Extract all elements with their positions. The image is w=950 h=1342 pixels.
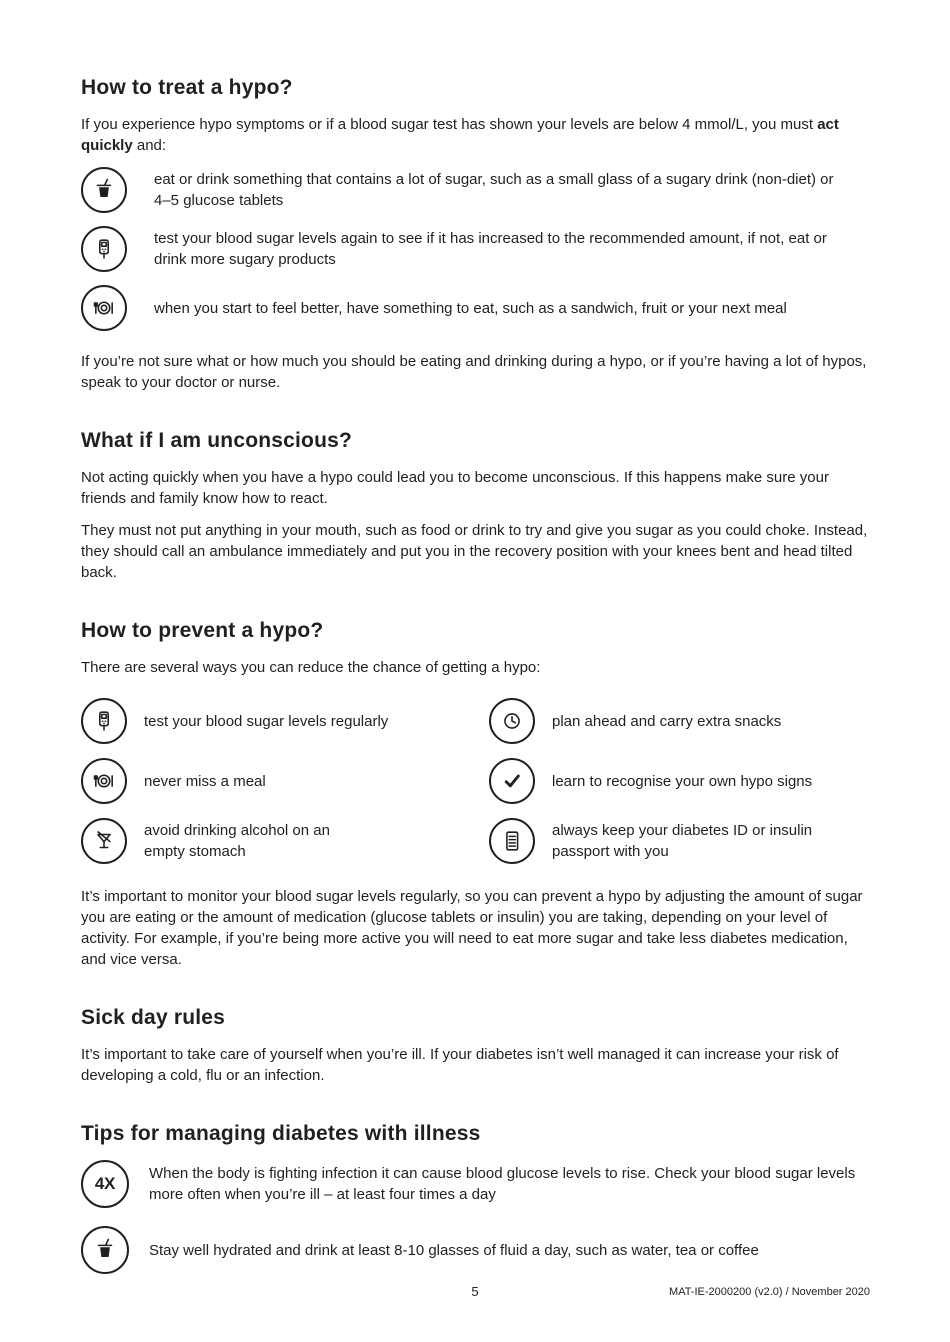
four-times-badge bbox=[81, 1160, 129, 1208]
prevent-item-text: always keep your diabetes ID or insulin passport with you bbox=[552, 822, 813, 860]
treat-item-drink bbox=[81, 167, 870, 213]
page-footer bbox=[0, 1284, 950, 1300]
id-document-icon bbox=[489, 818, 535, 864]
tips-item-text: When the body is fighting infection it can cause blood glucose levels to rise. Check your blood sugar levels more often when you’re ill – at least four times a day bbox=[149, 1165, 856, 1203]
prevent-item-meal bbox=[81, 758, 489, 804]
no-alcohol-icon bbox=[81, 818, 127, 864]
page-number: 5 bbox=[471, 1284, 479, 1299]
treat-intro-part2: and: bbox=[132, 137, 167, 154]
treat-item-test bbox=[81, 226, 870, 272]
tips-item-text: Stay well hydrated and drink at least 8-10 glasses of fluid a day, such as water, tea or coffee bbox=[149, 1241, 759, 1259]
prevent-item-text: avoid drinking alcohol on an empty stomach bbox=[144, 822, 330, 860]
treat-heading: How to treat a hypo? bbox=[81, 76, 293, 99]
document-code: MAT-IE-2000200 (v2.0) / November 2020 bbox=[669, 1286, 870, 1298]
meal-plate-icon bbox=[81, 285, 127, 331]
prevent-item-plan bbox=[489, 698, 870, 744]
treat-item-text: test your blood sugar levels again to see if it has increased to the recommended amount, if not, eat or drink more sugary products bbox=[154, 230, 827, 268]
prevent-item-text: learn to recognise your own hypo signs bbox=[552, 772, 813, 790]
clock-icon bbox=[489, 698, 535, 744]
tips-item-hydrate bbox=[81, 1226, 870, 1274]
unconscious-heading: What if I am unconscious? bbox=[81, 429, 353, 452]
prevent-item-text: test your blood sugar levels regularly bbox=[144, 712, 389, 730]
unconscious-para1: Not acting quickly when you have a hypo could lead you to become unconscious. If this happens make sure your friends and family know how to react. bbox=[81, 469, 829, 507]
sick-day-para: It’s important to take care of yourself when you’re ill. If your diabetes isn’t well managed it can increase your risk of developing a cold, flu or an infection. bbox=[81, 1046, 839, 1084]
tips-item-check-often bbox=[81, 1160, 870, 1208]
glucose-meter-icon bbox=[81, 698, 127, 744]
prevent-outro: It’s important to monitor your blood sugar levels regularly, so you can prevent a hypo by adjusting the amount of sugar you are eating or the amount of medication (glucose tablets or insulin) you are taking, depending on your level of activity. For example, if you’re being more active you will need to eat more sugar and take less diabetes medication, and vice versa. bbox=[81, 888, 863, 968]
treat-intro-bold: act quickly bbox=[81, 116, 839, 154]
prevent-item-id bbox=[489, 818, 870, 864]
prevent-intro: There are several ways you can reduce the chance of getting a hypo: bbox=[81, 659, 541, 676]
prevent-item-test bbox=[81, 698, 489, 744]
treat-intro bbox=[81, 114, 870, 156]
meal-plate-icon bbox=[81, 758, 127, 804]
treat-item-meal bbox=[81, 285, 870, 331]
unconscious-para2: They must not put anything in your mouth, such as food or drink to try and give you sugar as you could choke. Instead, they should call an ambulance immediately and put you in the recovery position with your knees bent and head tilted back. bbox=[81, 522, 868, 581]
prevent-item-alcohol bbox=[81, 818, 489, 864]
treat-outro: If you’re not sure what or how much you should be eating and drinking during a hypo, or if you’re having a lot of hypos, speak to your doctor or nurse. bbox=[81, 353, 867, 391]
treat-intro-part1: If you experience hypo symptoms or if a blood sugar test has shown your levels are below 4 mmol/L, you must bbox=[81, 116, 818, 133]
treat-item-text: eat or drink something that contains a lot of sugar, such as a small glass of a sugary drink (non-diet) or 4–5 glucose tablets bbox=[154, 171, 834, 209]
tips-heading: Tips for managing diabetes with illness bbox=[81, 1122, 481, 1145]
sick-day-heading: Sick day rules bbox=[81, 1006, 226, 1029]
prevent-item-text: plan ahead and carry extra snacks bbox=[552, 712, 782, 730]
treat-item-text: when you start to feel better, have something to eat, such as a sandwich, fruit or your next meal bbox=[154, 299, 787, 317]
checkmark-icon bbox=[489, 758, 535, 804]
sugary-drink-icon bbox=[81, 167, 127, 213]
prevent-grid bbox=[81, 698, 870, 864]
sugary-drink-icon bbox=[81, 1226, 129, 1274]
four-times-label: 4X bbox=[94, 1174, 116, 1193]
prevent-heading: How to prevent a hypo? bbox=[81, 619, 324, 642]
glucose-meter-icon bbox=[81, 226, 127, 272]
prevent-item-signs bbox=[489, 758, 870, 804]
prevent-item-text: never miss a meal bbox=[144, 772, 266, 790]
